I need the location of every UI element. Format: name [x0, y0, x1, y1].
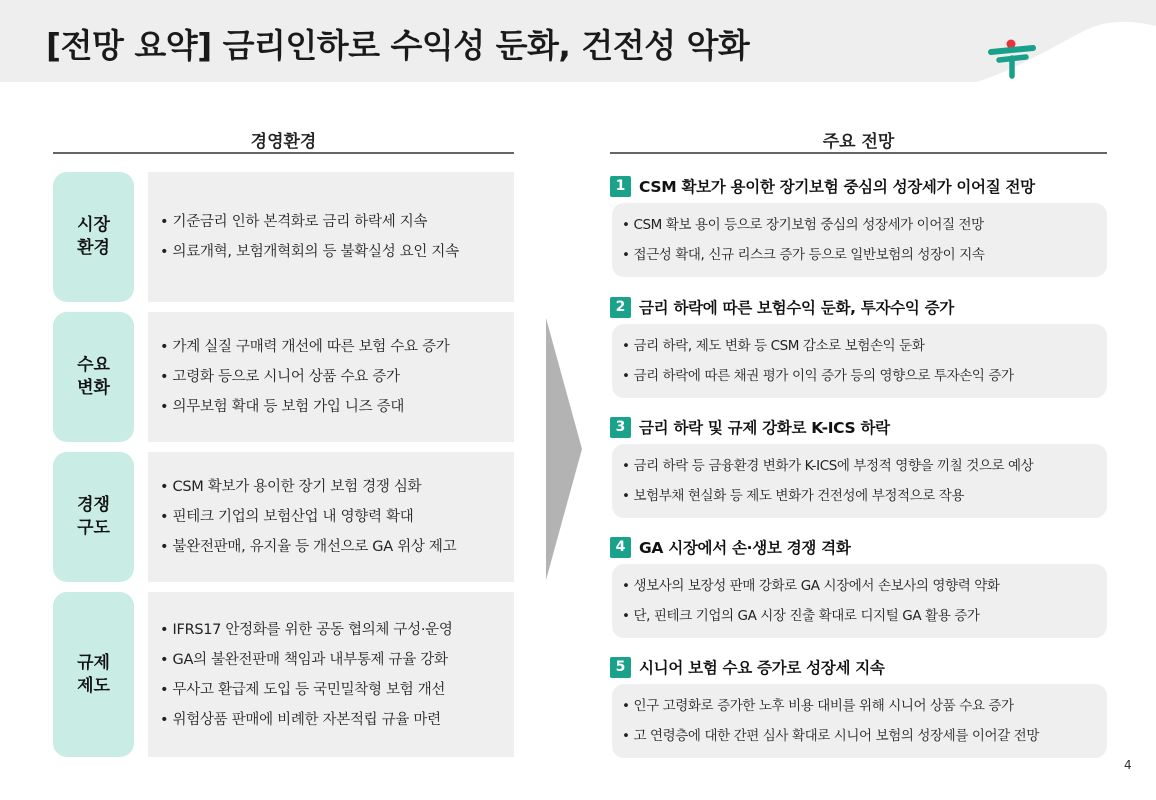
right-section-title: 주요 전망 [822, 132, 895, 152]
outlook-point: • 금리 하락, 제도 변화 등 CSM 감소로 보험손익 둔화 [622, 338, 925, 354]
arrow-right-icon [546, 318, 582, 580]
outlook-point: • 고 연령층에 대한 간편 심사 확대로 시니어 보험의 성장세를 이어갈 전망 [622, 728, 1039, 744]
outlook-heading-2 [610, 296, 954, 318]
outlook-heading-1 [610, 175, 1035, 197]
outlook-heading-3 [610, 416, 890, 438]
env-item: • CSM 확보가 용이한 장기 보험 경쟁 심화 [160, 479, 422, 495]
outlook-title: CSM 확보가 용이한 장기보험 중심의 성장세가 이어질 전망 [639, 178, 1035, 196]
env-item: • 무사고 환급제 도입 등 국민밀착형 보험 개선 [160, 681, 446, 698]
env-item: • 의료개혁, 보험개혁회의 등 불확실성 요인 지속 [160, 244, 459, 260]
env-item: • 고령화 등으로 시니어 상품 수요 증가 [160, 369, 400, 385]
env-item: • 위험상품 판매에 비례한 자본적립 규율 마련 [160, 711, 441, 728]
env-label-competition: 경쟁 구도 [53, 452, 134, 582]
env-box-competition [148, 452, 514, 582]
outlook-title: 금리 하락 및 규제 강화로 K-ICS 하락 [639, 419, 890, 437]
outlook-title: 금리 하락에 따른 보험수익 둔화, 투자수익 증가 [639, 299, 954, 317]
number-badge: 5 [610, 657, 631, 678]
env-box-regulation [148, 592, 514, 757]
number-badge: 1 [610, 176, 631, 197]
outlook-point: • 금리 하락에 따른 채권 평가 이익 증가 등의 영향으로 투자손익 증가 [622, 368, 1014, 384]
left-section-title: 경영환경 [250, 132, 317, 152]
env-item: • 불완전판매, 유지율 등 개선으로 GA 위상 제고 [160, 539, 457, 555]
number-badge: 4 [610, 537, 631, 558]
env-item: • GA의 불완전판매 책임과 내부통제 규율 강화 [160, 651, 448, 668]
env-box-demand [148, 312, 514, 442]
outlook-box-5 [612, 684, 1107, 758]
outlook-title: 시니어 보험 수요 증가로 성장세 지속 [639, 659, 885, 677]
outlook-point: • 인구 고령화로 증가한 노후 비용 대비를 위해 시니어 상품 수요 증가 [622, 698, 1014, 714]
outlook-box-3 [612, 444, 1107, 518]
number-badge: 3 [610, 417, 631, 438]
outlook-point: • 금리 하락 등 금융환경 변화가 K-ICS에 부정적 영향을 끼칠 것으로 예상 [622, 458, 1034, 474]
outlook-box-1 [612, 203, 1107, 277]
env-item: • 가계 실질 구매력 개선에 따른 보험 수요 증가 [160, 339, 450, 355]
outlook-box-4 [612, 564, 1107, 638]
page-number: 4 [1124, 758, 1132, 772]
header-bar [0, 0, 1156, 82]
outlook-point: • 보험부채 현실화 등 제도 변화가 건전성에 부정적으로 작용 [622, 488, 965, 504]
outlook-point: • CSM 확보 용이 등으로 장기보험 중심의 성장세가 이어질 전망 [622, 217, 984, 233]
outlook-point: • 접근성 확대, 신규 리스크 증가 등으로 일반보험의 성장이 지속 [622, 247, 985, 263]
page-title: [전망 요약] 금리인하로 수익성 둔화, 건전성 악화 [46, 26, 750, 65]
env-item: • 의무보험 확대 등 보험 가입 니즈 증대 [160, 399, 405, 415]
right-section-divider [610, 152, 1107, 154]
env-box-market [148, 172, 514, 302]
env-item: • 핀테크 기업의 보험산업 내 영향력 확대 [160, 509, 414, 525]
outlook-point: • 단, 핀테크 기업의 GA 시장 진출 확대로 디지털 GA 활용 증가 [622, 608, 980, 624]
number-badge: 2 [610, 297, 631, 318]
env-label-market: 시장 환경 [53, 172, 134, 302]
env-item: • 기준금리 인하 본격화로 금리 하락세 지속 [160, 214, 428, 230]
outlook-point: • 생보사의 보장성 판매 강화로 GA 시장에서 손보사의 영향력 약화 [622, 578, 1000, 594]
env-label-regulation: 규제 제도 [53, 592, 134, 757]
outlook-heading-5 [610, 656, 885, 678]
env-item: • IFRS17 안정화를 위한 공동 협의체 구성·운영 [160, 621, 453, 638]
env-label-demand: 수요 변화 [53, 312, 134, 442]
outlook-heading-4 [610, 536, 851, 558]
left-section-divider [53, 152, 514, 154]
outlook-title: GA 시장에서 손·생보 경쟁 격화 [639, 539, 851, 557]
outlook-box-2 [612, 324, 1107, 398]
brand-logo [936, 0, 1156, 82]
